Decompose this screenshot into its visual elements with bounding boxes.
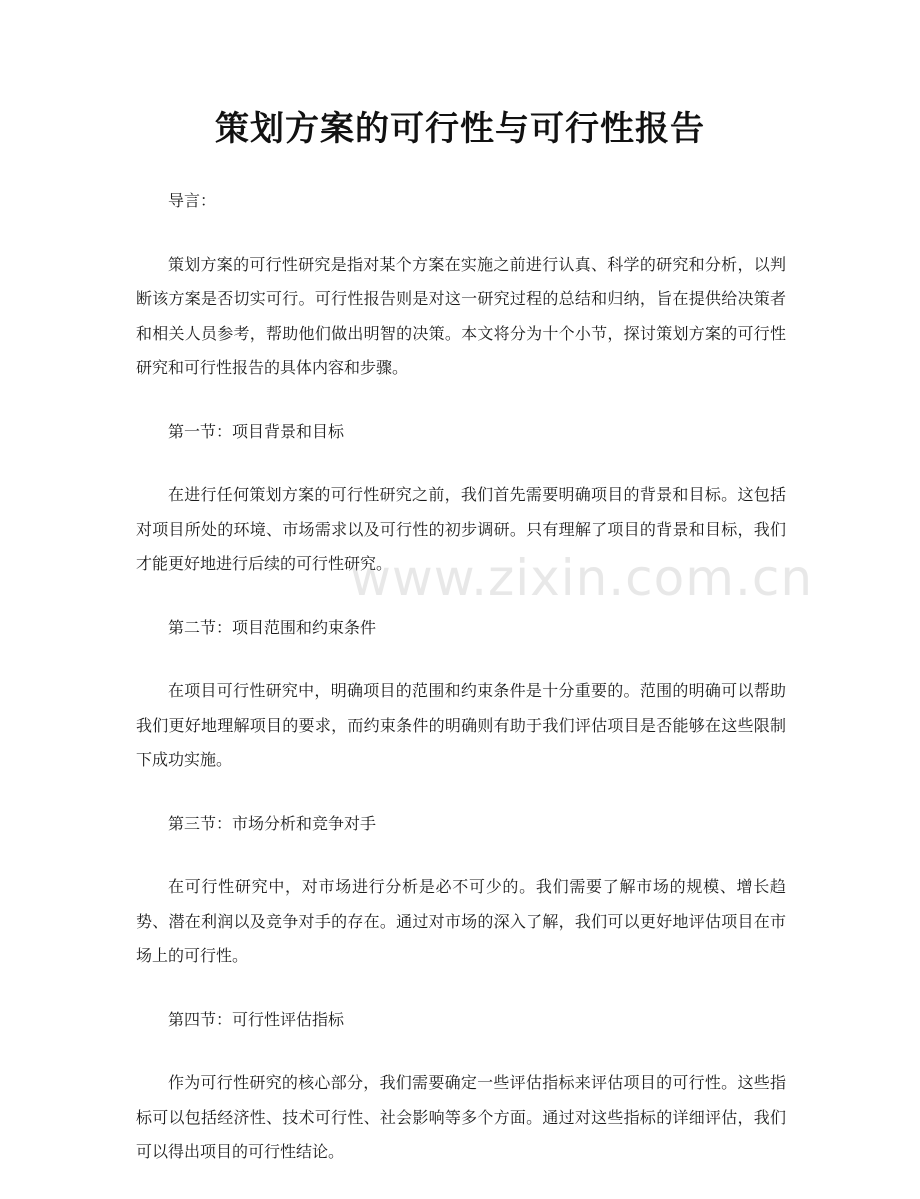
section-heading-2: 第二节：项目范围和约束条件 bbox=[168, 617, 377, 637]
section-heading-1: 第一节：项目背景和目标 bbox=[168, 421, 345, 441]
paragraph-section-3: 在可行性研究中，对市场进行分析是必不可少的。我们需要了解市场的规模、增长趋势、潜在利润以及竞争对手的存在。通过对市场的深入了解，我们可以更好地评估项目在市场上的可行性。 bbox=[136, 877, 786, 965]
paragraph-section-1: 在进行任何策划方案的可行性研究之前，我们首先需要明确项目的背景和目标。这包括对项目所处的环境、市场需求以及可行性的初步调研。只有理解了项目的背景和目标，我们才能更好地进行后续的可行性研究。 bbox=[136, 485, 786, 573]
paragraph-section-2: 在项目可行性研究中，明确项目的范围和约束条件是十分重要的。范围的明确可以帮助我们更好地理解项目的要求，而约束条件的明确则有助于我们评估项目是否能够在这些限制下成功实施。 bbox=[136, 681, 786, 769]
document-body bbox=[136, 184, 786, 1199]
watermark-text: www.zixin.com.cn bbox=[350, 549, 814, 607]
section-heading-3: 第三节：市场分析和竞争对手 bbox=[168, 813, 377, 833]
paragraph-section-4: 作为可行性研究的核心部分，我们需要确定一些评估指标来评估项目的可行性。这些指标可以包括经济性、技术可行性、社会影响等多个方面。通过对这些指标的详细评估，我们可以得出项目的可行性结论。 bbox=[136, 1073, 786, 1161]
paragraph-intro: 策划方案的可行性研究是指对某个方案在实施之前进行认真、科学的研究和分析，以判断该方案是否切实可行。可行性报告则是对这一研究过程的总结和归纳，旨在提供给决策者和相关人员参考，帮助他们做出明智的决策。本文将分为十个小节，探讨策划方案的可行性研究和可行性报告的具体内容和步骤。 bbox=[136, 254, 786, 377]
section-heading-intro: 导言： bbox=[168, 191, 217, 210]
document-title: 策划方案的可行性与可行性报告 bbox=[215, 109, 705, 149]
section-heading-4: 第四节：可行性评估指标 bbox=[168, 1009, 345, 1029]
